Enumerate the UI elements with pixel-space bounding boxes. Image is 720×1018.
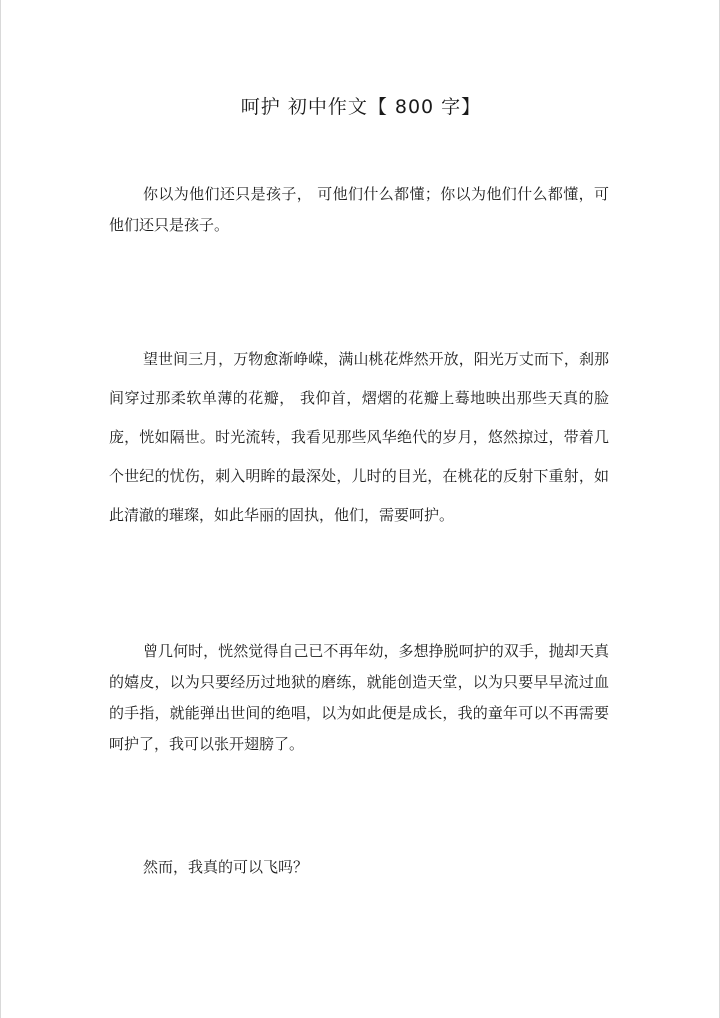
paragraph-1: 你以为他们还只是孩子， 可他们什么都懂；你以为他们什么都懂，可他们还只是孩子。 xyxy=(109,185,609,234)
document-title: 呵护 初中作文【 800 字】 xyxy=(240,96,482,118)
paragraph-4: 然而，我真的可以飞吗？ xyxy=(143,858,309,876)
paragraph-3: 曾几何时，恍然觉得自己已不再年幼，多想挣脱呵护的双手，抛却天真的嬉皮，以为只要经历过地狱的磨练，就能创造天堂，以为只要早早流过血的手指，就能弹出世间的绝唱，以为如此便是成长，我的童年可以不再需要呵护了，我可以张开翅膀了。 xyxy=(109,642,609,753)
paragraph-2: 望世间三月，万物愈渐峥嵘，满山桃花烨然开放，阳光万丈而下，刹那间穿过那柔软单薄的花瓣， 我仰首，熠熠的花瓣上蓦地映出那些天真的脸庞，恍如隔世。时光流转，我看见那些风华绝代的岁月，悠然掠过，带着几个世纪的忧伤，刺入明眸的最深处，儿时的目光，在桃花的反射下重射，如此清澈的璀璨，如此华丽的固执，他们，需要呵护。 xyxy=(109,350,609,524)
